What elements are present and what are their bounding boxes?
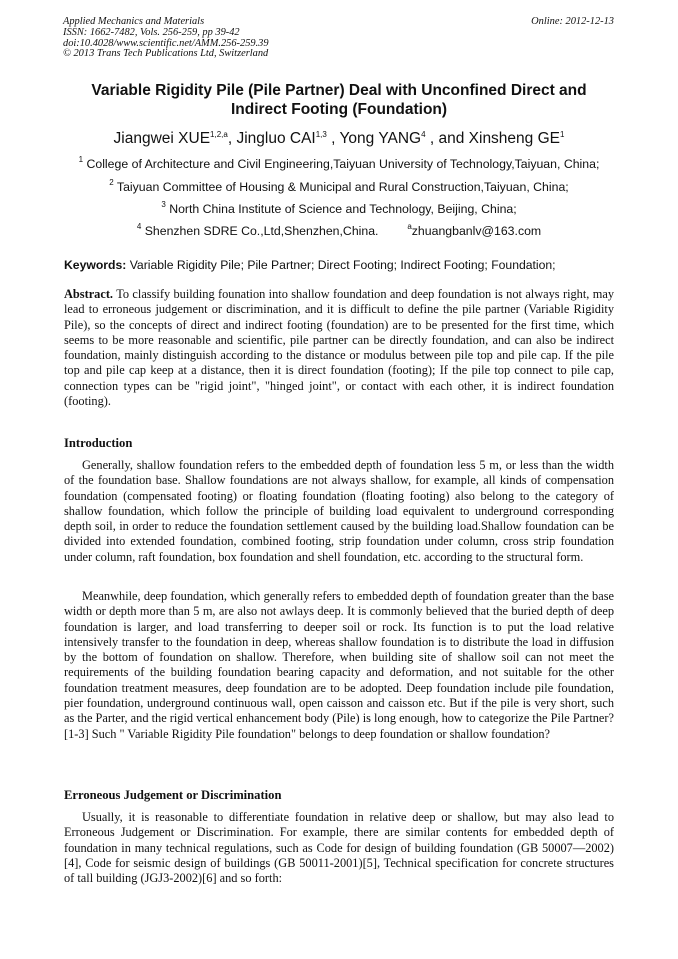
email-mark: a: [407, 222, 412, 231]
abstract-text: To classify building founation into shallow foundation and deep foundation is not always right, may lead to erroneous judgement or discrimination, and it is difficult to define the pile partner (Variable Rigidity Pile), so the concepts of direct and indirect footing (foundation) are to be presented for the first time, which seems to be more reasonable and scientific, pile partner can be directly foundation, and can also be indirect foundation, mainly distinguish according to the distance or modulus between pile top and pile cap. If the pile top and pile cap keep at a distance, then it is direct foundation (footing); If the pile top connect to pile cap, connection types can be "rigid joint", "hinged joint", or contact with each other, it is indirect foundation (footing).: [64, 287, 614, 409]
section-heading: Erroneous Judgement or Discrimination: [64, 788, 282, 802]
body-paragraph: Generally, shallow foundation refers to the embedded depth of foundation less 5 m, or less than the width of the foundation base. Shallow foundations are not always shallow, for example, all kinds of compensation foundation (compensated footing) or floating foundation (floating footing) also belong to the category of shallow foundation, which follow the principle of building load equivalent to underground corresponding depth soil, in order to reduce the foundation settlement caused by the building load.Shallow foundation can be divided into extended foundation, combined footing, strip foundation under column, cross strip foundation under column, raft foundation, box foundation and shell foundation, etc. according to the structural form.: [64, 458, 614, 564]
keywords-text: Variable Rigidity Pile; Pile Partner; Direct Footing; Indirect Footing; Foundation;: [129, 258, 556, 272]
affiliation-mark: 3: [161, 200, 166, 209]
author-affiliation-mark: 1: [560, 130, 565, 139]
journal-name: Applied Mechanics and Materials: [63, 16, 205, 27]
author-name: Jiangwei XUE: [113, 130, 211, 147]
author-separator: ,: [331, 130, 340, 147]
journal-header: [63, 17, 269, 60]
affiliation-mark: 4: [136, 222, 142, 231]
author-name: Xinsheng GE: [468, 130, 560, 147]
affiliation-line: [30, 157, 648, 171]
issn-line: ISSN: 1662-7482, Vols. 256-259, pp 39-42: [63, 26, 240, 38]
affiliation-text: Shenzhen SDRE Co.,Ltd,Shenzhen,China.: [144, 224, 379, 238]
affiliation-text: Taiyuan Committee of Housing & Municipal and Rural Construction,Taiyuan, China;: [116, 180, 569, 194]
online-date: Online: 2012-12-13: [531, 16, 614, 27]
affiliation-mark: 1: [78, 155, 84, 164]
keywords-label: Keywords:: [64, 258, 127, 272]
affiliation-line: [30, 180, 648, 194]
abstract: [64, 287, 614, 409]
paper-title: Variable Rigidity Pile (Pile Partner) Deal with Unconfined Direct and Indirect Footing (Foundation): [91, 82, 587, 118]
author-name: Jingluo CAI: [236, 130, 316, 147]
author-separator: , and: [425, 130, 469, 147]
affiliation-line: [30, 224, 648, 238]
body-paragraph: Meanwhile, deep foundation, which generally refers to embedded depth of foundation greater than the base width or depth more than 5 m, are also not awlays deep. It is commonly believed that the buried depth of deep foundation is larger, and load transferring to deeper soil or rock. Its function is to put the load relative intensively transfer to the foundation in deep, whereas shallow foundation is to distribute the load in diffusion by the bottom of foundation on shallow. Therefore, when building site of shallow soil can not meet the requirements of the building foundation bearing capacity and deformation, and not suitable for the other foundation treatment measures, deep foundation are to be adopted. Deep foundation include pile foundation, pier foundation, underground continuous wall, open caisson and caisson etc. But if the pile is very short, such as the Parter, and the rigid vertical enhancement body (Pile) is long enough, how to categorize the Pile Partner? [1-3] Such " Variable Rigidity Pile foundation" belongs to deep foundation or shallow foundation?: [64, 589, 614, 741]
author-affiliation-mark: 1,2,a: [210, 130, 228, 139]
section-heading: Introduction: [64, 436, 133, 450]
body-paragraph: Usually, it is reasonable to differentiate foundation in relative deep or shallow, but may also lead to Erroneous Judgement or Discrimination. For example, there are similar contents for embedded depth of foundation in many technical regulations, such as Code for design of building foundation (GB 50007—2002)[4], Code for seismic design of buildings (GB 50011-2001)[5], Technical specification for concrete structures of tall building (JGJ3-2002)[6] and so forth:: [64, 810, 614, 886]
keywords: [64, 258, 614, 272]
email-address: zhuangbanlv@163.com: [411, 224, 542, 238]
abstract-label: Abstract.: [64, 287, 114, 301]
copyright-line: © 2013 Trans Tech Publications Ltd, Switzerland: [63, 48, 269, 60]
affiliation-text: College of Architecture and Civil Engineering,Taiyuan University of Technology,Taiyuan, China;: [86, 157, 600, 171]
author-affiliation-mark: 1,3: [315, 130, 327, 139]
author-affiliation-mark: 4: [421, 130, 426, 139]
affiliation-text: North China Institute of Science and Technology, Beijing, China;: [169, 202, 517, 216]
doi-line: doi:10.4028/www.scientific.net/AMM.256-259.39: [63, 37, 269, 49]
author-list: [64, 130, 614, 148]
author-separator: ,: [227, 130, 237, 147]
affiliation-line: [30, 202, 648, 216]
affiliation-mark: 2: [109, 178, 114, 187]
author-name: Yong YANG: [339, 130, 422, 147]
